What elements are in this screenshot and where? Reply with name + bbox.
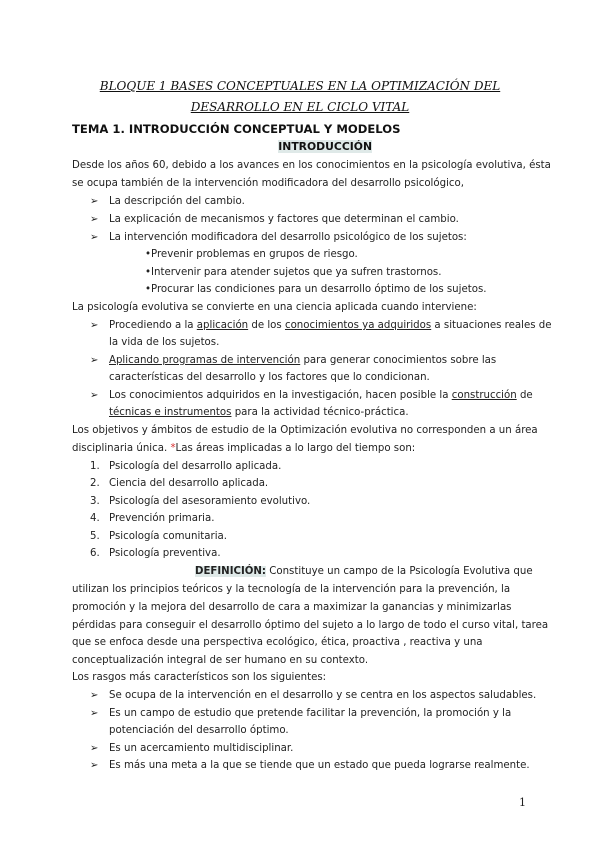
definition-first-line	[195, 563, 533, 580]
list-item: Es un campo de estudio que pretende facilitar la prevención, la promoción y la	[109, 708, 512, 719]
paragraph-line: conceptualización integral de ser humano en su contexto.	[72, 655, 369, 666]
list-item: Prevención primaria.	[109, 513, 215, 524]
list-item: Intervenir para atender sujetos que ya sufren trastornos.	[151, 267, 442, 278]
definition-label: DEFINICIÓN:	[195, 566, 267, 577]
list-item: Prevenir problemas en grupos de riesgo.	[151, 249, 358, 260]
arrow-bullet-icon: ➢	[90, 214, 99, 225]
paragraph-line: Desde los años 60, debido a los avances en los conocimientos en la psicología evolutiva, ésta	[72, 160, 551, 171]
paragraph-line: Los objetivos y ámbitos de estudio de la Optimización evolutiva no corresponden a un área	[72, 425, 538, 436]
paragraph-line: pérdidas para conseguir el desarrollo óptimo del sujeto a lo largo de todo el curso vital, tarea	[72, 620, 549, 631]
list-number: 5.	[90, 531, 100, 542]
list-number: 1.	[90, 461, 100, 472]
list-item-continuation: potenciación del desarrollo óptimo.	[109, 725, 289, 736]
paragraph-line	[72, 440, 415, 457]
text-run: para generar conocimientos sobre las	[300, 355, 497, 366]
arrow-bullet-icon: ➢	[90, 232, 99, 243]
text-run: a situaciones reales de	[431, 320, 552, 331]
dot-bullet-icon: •	[145, 267, 152, 278]
list-item	[109, 317, 552, 334]
list-number: 2.	[90, 478, 100, 489]
underlined-text: conocimientos ya adquiridos	[284, 320, 432, 331]
block-title-line-2: DESARROLLO EN EL CICLO VITAL	[190, 100, 410, 114]
underlined-text: construcción	[451, 390, 517, 401]
list-item-continuation	[109, 404, 409, 421]
introduccion-label: INTRODUCCIÓN	[278, 140, 372, 153]
page-number: 1	[519, 796, 526, 809]
block-title-line-1: BLOQUE 1 BASES CONCEPTUALES EN LA OPTIMIZACIÓN DEL	[99, 79, 501, 93]
list-number: 6.	[90, 548, 100, 559]
dot-bullet-icon: •	[145, 284, 152, 295]
text-run: de	[516, 390, 533, 401]
list-item-continuation: características del desarrollo y los factores que lo condicionan.	[109, 372, 430, 383]
list-item: Es más una meta a la que se tiende que un estado que pueda lograrse realmente.	[109, 760, 530, 771]
list-item	[109, 352, 496, 369]
text-run: de los	[248, 320, 285, 331]
paragraph-line: promoción y la mejora del desarrollo de cara a maximizar la ganancias y minimizarlas	[72, 602, 512, 613]
topic-heading: TEMA 1. INTRODUCCIÓN CONCEPTUAL Y MODELOS	[72, 122, 401, 136]
list-item: Se ocupa de la intervención en el desarrollo y se centra en los aspectos saludables.	[109, 690, 537, 701]
list-item: Procurar las condiciones para un desarrollo óptimo de los sujetos.	[151, 284, 487, 295]
text-run: disciplinaria única.	[72, 443, 171, 454]
dot-bullet-icon: •	[145, 249, 152, 260]
text-run: Constituye un campo de la Psicología Evolutiva que	[266, 566, 533, 577]
list-item: Psicología del asesoramiento evolutivo.	[109, 496, 311, 507]
block-title	[70, 76, 530, 118]
underlined-text: técnicas e instrumentos	[109, 407, 232, 418]
list-item: Psicología comunitaria.	[109, 531, 228, 542]
paragraph-line: se ocupa también de la intervención modificadora del desarrollo psicológico,	[72, 178, 464, 189]
asterisk-mark: *	[170, 443, 176, 454]
list-item: La explicación de mecanismos y factores que determinan el cambio.	[109, 214, 459, 225]
paragraph-line: Los rasgos más característicos son los siguientes:	[72, 672, 327, 683]
arrow-bullet-icon: ➢	[90, 708, 99, 719]
arrow-bullet-icon: ➢	[90, 390, 99, 401]
list-item	[109, 387, 533, 404]
list-number: 4.	[90, 513, 100, 524]
list-item-continuation: la vida de los sujetos.	[109, 337, 220, 348]
paragraph-line: La psicología evolutiva se convierte en una ciencia aplicada cuando interviene:	[72, 302, 477, 313]
text-run: Procediendo a la	[109, 320, 197, 331]
list-item: Ciencia del desarrollo aplicada.	[109, 478, 269, 489]
list-item: Psicología preventiva.	[109, 548, 221, 559]
paragraph-line: que se enfoca desde una perspectiva ecológico, ética, proactiva , reactiva y una	[72, 637, 483, 648]
paragraph-line: utilizan los principios teóricos y la tecnología de la intervención para la prevención, la	[72, 584, 511, 595]
text-run: Los conocimientos adquiridos en la investigación, hacen posible la	[109, 390, 452, 401]
arrow-bullet-icon: ➢	[90, 743, 99, 754]
section-heading-introduccion	[72, 138, 372, 155]
list-item: Psicología del desarrollo aplicada.	[109, 461, 282, 472]
arrow-bullet-icon: ➢	[90, 355, 99, 366]
list-item: Es un acercamiento multidisciplinar.	[109, 743, 294, 754]
text-run: Las áreas implicadas a lo largo del tiempo son:	[175, 443, 416, 454]
arrow-bullet-icon: ➢	[90, 320, 99, 331]
list-item: La descripción del cambio.	[109, 196, 245, 207]
underlined-text: aplicación	[196, 320, 249, 331]
arrow-bullet-icon: ➢	[90, 760, 99, 771]
underlined-text: Aplicando programas de intervención	[109, 355, 301, 366]
text-run: para la actividad técnico-práctica.	[231, 407, 409, 418]
arrow-bullet-icon: ➢	[90, 196, 99, 207]
list-number: 3.	[90, 496, 100, 507]
arrow-bullet-icon: ➢	[90, 690, 99, 701]
list-item: La intervención modificadora del desarrollo psicológico de los sujetos:	[109, 232, 467, 243]
